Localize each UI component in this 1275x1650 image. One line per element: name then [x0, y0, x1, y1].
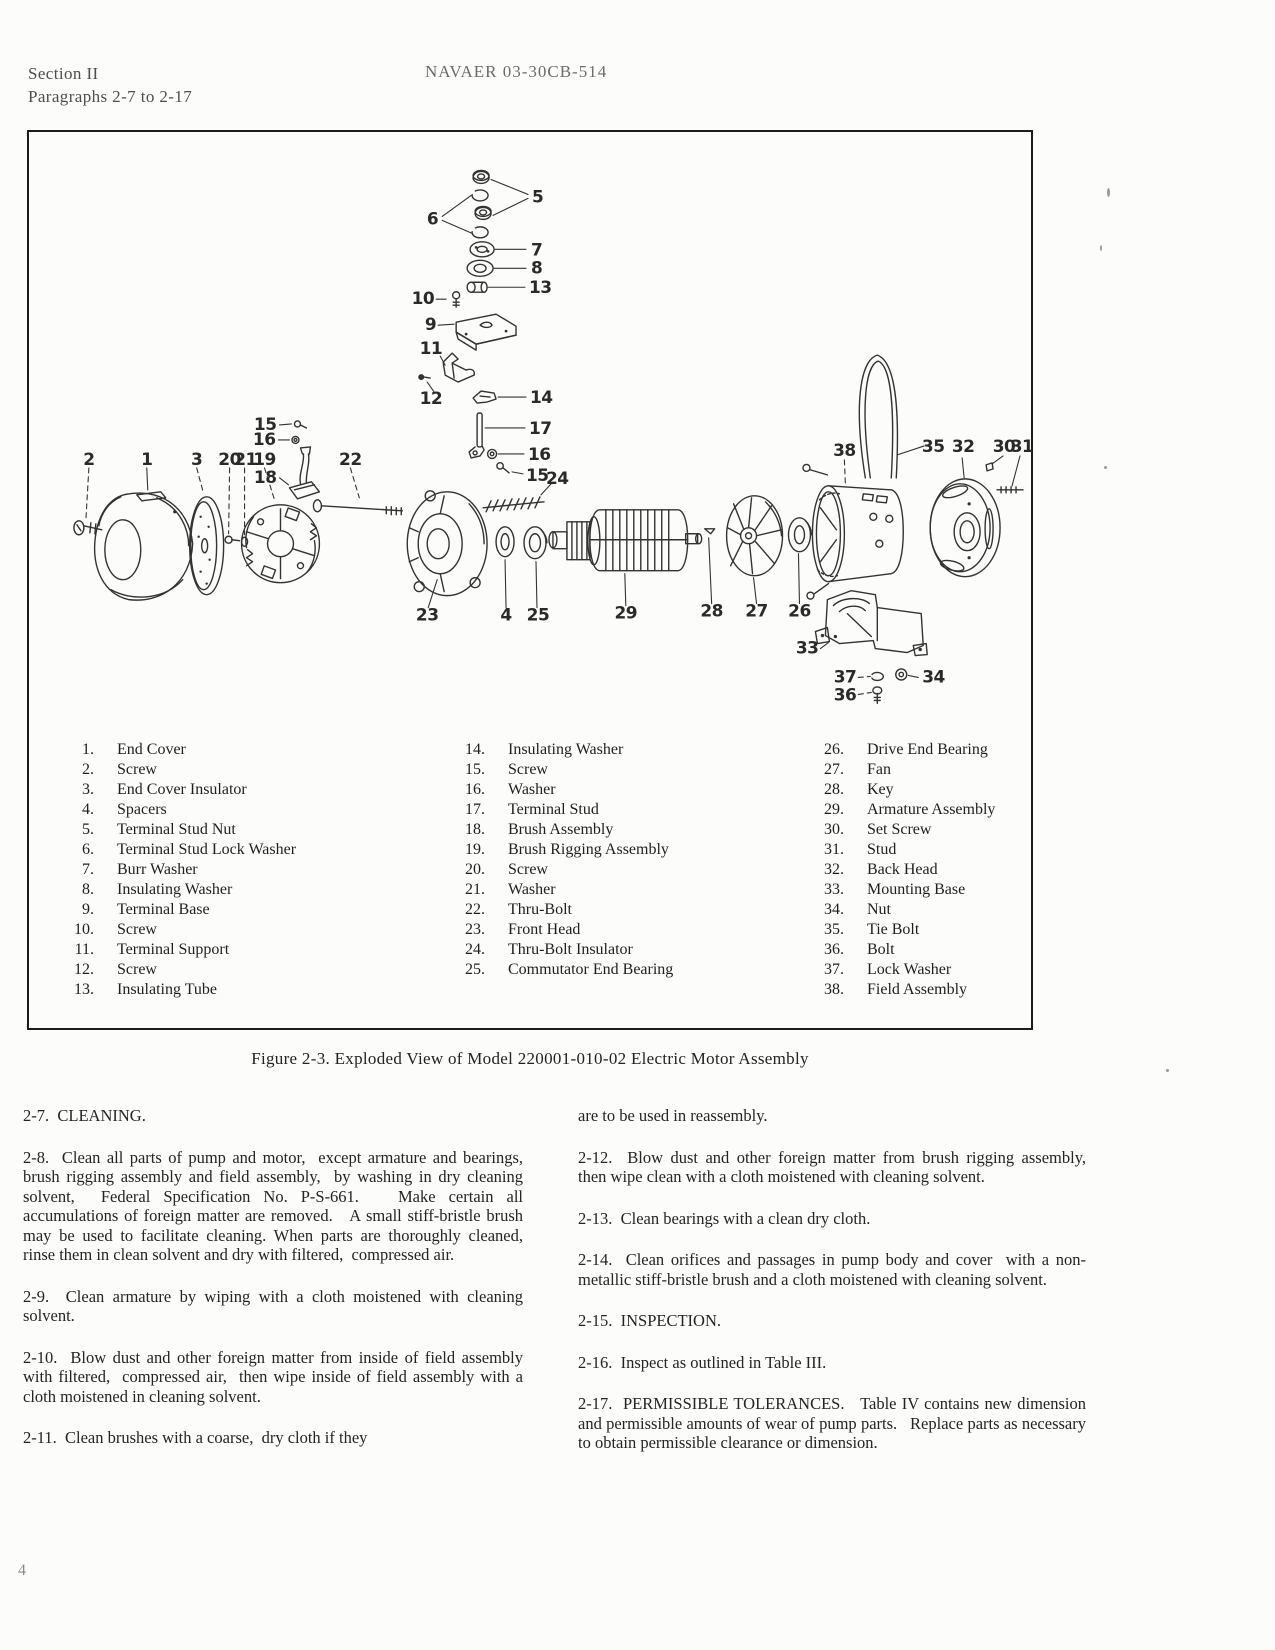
part-end-cover: [95, 492, 193, 600]
part-number: 1.: [82, 741, 94, 758]
part-name: Spacers: [117, 801, 167, 818]
part-number: 37.: [824, 961, 844, 978]
callout-14: 14: [530, 387, 553, 408]
part-name: Screw: [117, 761, 157, 778]
parts-list-item: [445, 780, 673, 800]
part-number: 31.: [824, 841, 844, 858]
parts-list-item: [804, 960, 995, 980]
part-name: Lock Washer: [867, 961, 952, 978]
part-name: Stud: [867, 841, 897, 858]
exploded-view-diagram: [29, 132, 1034, 705]
callout-37: 37: [833, 666, 857, 687]
parts-list-item: [445, 920, 673, 940]
part-number: 34.: [824, 901, 844, 918]
part-number: 30.: [824, 821, 844, 838]
part-spacers: [496, 527, 514, 557]
paragraph-2-10: 2-10. Blow dust and other foreign matter from inside of field assembly with filtered, compressed air, then wipe inside of field assembly with a cloth moistened in cleaning solvent.: [23, 1347, 528, 1406]
part-name: Tie Bolt: [867, 921, 920, 938]
page-number: 4: [18, 1562, 26, 1579]
part-name: Insulating Washer: [117, 881, 233, 898]
part-name: Screw: [117, 921, 157, 938]
part-terminal-stud: [469, 413, 484, 458]
scan-artifact: [1100, 245, 1102, 251]
part-number: 13.: [74, 981, 94, 998]
part-number: 3.: [82, 781, 94, 798]
paragraph-range: Paragraphs 2-7 to 2-17: [28, 87, 193, 106]
paragraph-2-7: 2-7. CLEANING.: [23, 1106, 146, 1125]
callout-6: 6: [426, 208, 439, 229]
part-number: 38.: [824, 981, 844, 998]
parts-list-item: [445, 900, 673, 920]
callout-13: 13: [529, 277, 552, 298]
callout-3: 3: [191, 448, 203, 469]
part-name: Back Head: [867, 861, 938, 878]
part-commutator-end-bearing: [524, 527, 547, 559]
parts-list-item: [804, 900, 995, 920]
parts-list-item: [54, 980, 296, 1000]
callout-5: 5: [531, 186, 544, 207]
part-screw-15-left: [294, 421, 306, 428]
paragraph-2-9: 2-9. Clean armature by wiping with a cloth moistened with cleaning solvent.: [23, 1286, 528, 1325]
part-screw-20: [225, 536, 239, 543]
callout-9: 9: [424, 314, 437, 335]
paragraph-2-8: 2-8. Clean all parts of pump and motor, except armature and bearings, brush rigging assembly and field assembly, by washing in dry cleaning solvent, Federal Specification No. P-S-661. Make certain all accumulations of foreign matter are removed. A small stiff-bristle brush may be used to facilitate cleaning. When parts are thoroughly cleaned, rinse them in clean solvent and dry with filtered, compressed air.: [23, 1147, 532, 1264]
part-name: Brush Assembly: [508, 821, 614, 838]
callout-12: 12: [419, 388, 443, 409]
callout-34: 34: [922, 666, 945, 687]
part-name: Terminal Stud: [508, 801, 599, 818]
part-name: Screw: [508, 761, 548, 778]
callout-22: 22: [339, 448, 362, 469]
parts-list-item: [804, 800, 995, 820]
part-name: Screw: [508, 861, 548, 878]
part-name: Terminal Base: [117, 901, 210, 918]
part-name: Nut: [867, 901, 891, 918]
part-number: 17.: [465, 801, 485, 818]
parts-list-column-1: [54, 740, 296, 1000]
paragraph-2-17: 2-17. PERMISSIBLE TOLERANCES. Table IV contains new dimension and permissible amounts of wear of pump parts. Replace parts as necessary to obtain permissible clearance or dimension.: [578, 1394, 1091, 1452]
parts-list-item: [54, 880, 296, 900]
part-number: 20.: [465, 861, 485, 878]
part-brush-assembly: [289, 447, 319, 499]
callout-27: 27: [745, 600, 768, 621]
part-number: 36.: [824, 941, 844, 958]
section-title: Section II: [28, 64, 99, 83]
callout-23: 23: [415, 604, 439, 625]
callout-4: 4: [500, 604, 512, 625]
callout-15-left: 15: [253, 413, 277, 434]
part-number: 11.: [74, 941, 94, 958]
paragraph-2-13: 2-13. Clean bearings with a clean dry cloth.: [578, 1208, 871, 1228]
part-number: 2.: [82, 761, 94, 778]
parts-list-item: [445, 820, 673, 840]
callout-1: 1: [141, 448, 153, 469]
part-name: End Cover Insulator: [117, 781, 247, 798]
part-fan: [727, 496, 783, 576]
parts-list-item: [445, 860, 673, 880]
parts-list-item: [54, 900, 296, 920]
parts-list-item: [54, 940, 296, 960]
part-name: Set Screw: [867, 821, 932, 838]
callout-24: 24: [545, 467, 569, 488]
part-number: 10.: [74, 921, 94, 938]
paragraph-2-14: 2-14. Clean orifices and passages in pump body and cover with a non-metallic stiff-bristle brush and a cloth moistened with cleaning solvent.: [578, 1250, 1086, 1289]
part-number: 7.: [82, 861, 94, 878]
scan-artifact: [1166, 1069, 1169, 1072]
callout-19: 19: [253, 448, 276, 469]
callout-35: 35: [921, 435, 945, 456]
callout-33: 33: [795, 637, 819, 658]
part-number: 15.: [465, 761, 485, 778]
part-name: Insulating Washer: [508, 741, 624, 758]
part-number: 32.: [824, 861, 844, 878]
part-name: Insulating Tube: [117, 981, 218, 998]
part-stud: [997, 487, 1023, 493]
parts-list-item: [54, 960, 296, 980]
part-number: 16.: [465, 781, 485, 798]
part-end-cover-insulator: [190, 497, 224, 595]
callout-17: 17: [529, 417, 552, 438]
part-name: End Cover: [117, 741, 186, 758]
part-name: Screw: [117, 961, 157, 978]
body-column-left: [23, 1106, 532, 1470]
parts-list-item: [54, 820, 296, 840]
part-name: Thru-Bolt Insulator: [508, 941, 633, 958]
parts-list-item: [804, 780, 995, 800]
parts-list-item: [445, 940, 673, 960]
parts-list-item: [804, 980, 995, 1000]
parts-list-item: [804, 860, 995, 880]
part-name: Terminal Stud Nut: [117, 821, 236, 838]
figure-caption: Figure 2-3. Exploded View of Model 220001-010-02 Electric Motor Assembly: [251, 1049, 809, 1068]
part-name: Key: [867, 781, 894, 798]
part-number: 12.: [74, 961, 94, 978]
callout-18: 18: [253, 466, 277, 487]
part-name: Front Head: [508, 921, 581, 938]
part-washer-16: [488, 449, 497, 458]
part-washer-16-left: [292, 436, 299, 443]
callout-29: 29: [614, 602, 638, 623]
part-name: Terminal Support: [117, 941, 230, 958]
parts-list-item: [445, 740, 673, 760]
parts-list-item: [804, 880, 995, 900]
parts-list-item: [804, 920, 995, 940]
callout-7: 7: [531, 239, 543, 260]
parts-list-item: [804, 940, 995, 960]
part-name: Thru-Bolt: [508, 901, 572, 918]
parts-list-item: [54, 840, 296, 860]
parts-list-item: [445, 760, 673, 780]
part-burr-washer: [470, 242, 494, 257]
parts-list-item: [445, 880, 673, 900]
paragraph-2-12: 2-12. Blow dust and other foreign matter from brush rigging assembly, then wipe clean with a cloth moistened with cleaning solvent.: [578, 1147, 1095, 1186]
part-number: 29.: [824, 801, 844, 818]
part-thru-bolt: [313, 500, 402, 515]
part-number: 21.: [465, 881, 485, 898]
part-back-head: [930, 479, 1000, 577]
parts-list-item: [804, 840, 995, 860]
parts-list-item: [54, 860, 296, 880]
callout-2: 2: [83, 448, 95, 469]
part-key: [705, 529, 715, 534]
part-number: 35.: [824, 921, 844, 938]
part-number: 28.: [824, 781, 844, 798]
figure-2-3-box: [27, 130, 1033, 1030]
part-screw-10: [436, 292, 459, 307]
callout-38: 38: [833, 439, 856, 460]
paragraph-2-16: 2-16. Inspect as outlined in Table III.: [578, 1352, 827, 1372]
part-terminal-support: [443, 353, 474, 382]
callout-32: 32: [951, 435, 975, 456]
part-insulating-washer-8: [467, 260, 493, 276]
section-header: [28, 62, 192, 108]
callout-16-left: 16: [252, 428, 276, 449]
part-field-assembly: [803, 464, 903, 599]
part-number: 6.: [82, 841, 94, 858]
part-name: Washer: [508, 781, 556, 798]
part-mounting-base: [815, 591, 927, 656]
part-number: 18.: [465, 821, 485, 838]
part-drive-end-bearing: [788, 518, 811, 552]
parts-list-item: [54, 920, 296, 940]
scan-artifact: [1104, 466, 1107, 469]
part-front-head: [407, 491, 487, 596]
paragraph-2-11: 2-11. Clean brushes with a coarse, dry cloth if they: [23, 1428, 368, 1447]
part-name: Armature Assembly: [867, 801, 996, 818]
document-number: NAVAER 03-30CB-514: [425, 62, 608, 81]
parts-list-column-3: [804, 740, 995, 1000]
callout-8: 8: [531, 257, 543, 278]
part-name: Burr Washer: [117, 861, 198, 878]
part-screw-12: [418, 374, 430, 380]
part-armature-assembly: [549, 510, 702, 571]
part-nut-34: [896, 669, 907, 680]
callout-20: 20: [218, 448, 241, 469]
parts-list-item: [54, 780, 296, 800]
parts-list-item: [804, 760, 995, 780]
parts-list-item: [804, 820, 995, 840]
part-name: Drive End Bearing: [867, 741, 988, 758]
part-number: 23.: [465, 921, 485, 938]
callout-16: 16: [528, 443, 551, 464]
callout-15: 15: [526, 464, 549, 485]
callout-30: 30: [992, 435, 1016, 456]
part-tie-bolt: [859, 355, 897, 478]
parts-list-item: [445, 800, 673, 820]
part-name: Field Assembly: [867, 981, 968, 998]
body-column-right: [578, 1106, 1095, 1475]
part-thru-bolt-insulator: [483, 497, 544, 512]
callout-10: 10: [411, 288, 435, 309]
part-name: Commutator End Bearing: [508, 961, 674, 978]
part-number: 24.: [465, 941, 485, 958]
part-insulating-tube: [467, 282, 487, 292]
parts-list-item: [54, 800, 296, 820]
part-bolt-36: [873, 687, 882, 703]
parts-list-item: [804, 740, 995, 760]
callout-25: 25: [526, 604, 550, 625]
callout-36: 36: [833, 684, 857, 705]
part-number: 5.: [82, 821, 94, 838]
paragraph-2-15: 2-15. INSPECTION.: [578, 1311, 721, 1330]
parts-list-item: [54, 740, 296, 760]
paragraph-2-11-cont: are to be used in reassembly.: [578, 1106, 768, 1125]
part-number: 25.: [465, 961, 485, 978]
callout-11: 11: [419, 338, 443, 359]
scan-artifact: [1107, 188, 1110, 197]
callout-21: 21: [234, 448, 257, 469]
part-screw-15: [497, 463, 509, 473]
part-number: 19.: [465, 841, 485, 858]
part-brush-rigging-assembly: [242, 505, 320, 583]
part-name: Brush Rigging Assembly: [508, 841, 669, 858]
part-terminal-base: [456, 314, 516, 350]
part-name: Mounting Base: [867, 881, 966, 898]
part-number: 33.: [824, 881, 844, 898]
part-number: 8.: [82, 881, 94, 898]
part-number: 14.: [465, 741, 485, 758]
parts-list-item: [54, 760, 296, 780]
part-lock-washer-37: [871, 672, 883, 680]
part-number: 9.: [82, 901, 94, 918]
parts-list-column-2: [445, 740, 673, 980]
part-number: 27.: [824, 761, 844, 778]
parts-list-item: [445, 960, 673, 980]
part-name: Terminal Stud Lock Washer: [117, 841, 297, 858]
parts-list-item: [445, 840, 673, 860]
part-name: Washer: [508, 881, 556, 898]
part-insulating-washer-14: [473, 391, 496, 403]
part-number: 22.: [465, 901, 485, 918]
callout-26: 26: [788, 600, 811, 621]
part-name: Fan: [867, 761, 891, 778]
callout-31: 31: [1010, 435, 1034, 456]
part-name: Bolt: [867, 941, 895, 958]
part-number: 4.: [82, 801, 94, 818]
callout-28: 28: [700, 600, 723, 621]
part-number: 26.: [824, 741, 844, 758]
